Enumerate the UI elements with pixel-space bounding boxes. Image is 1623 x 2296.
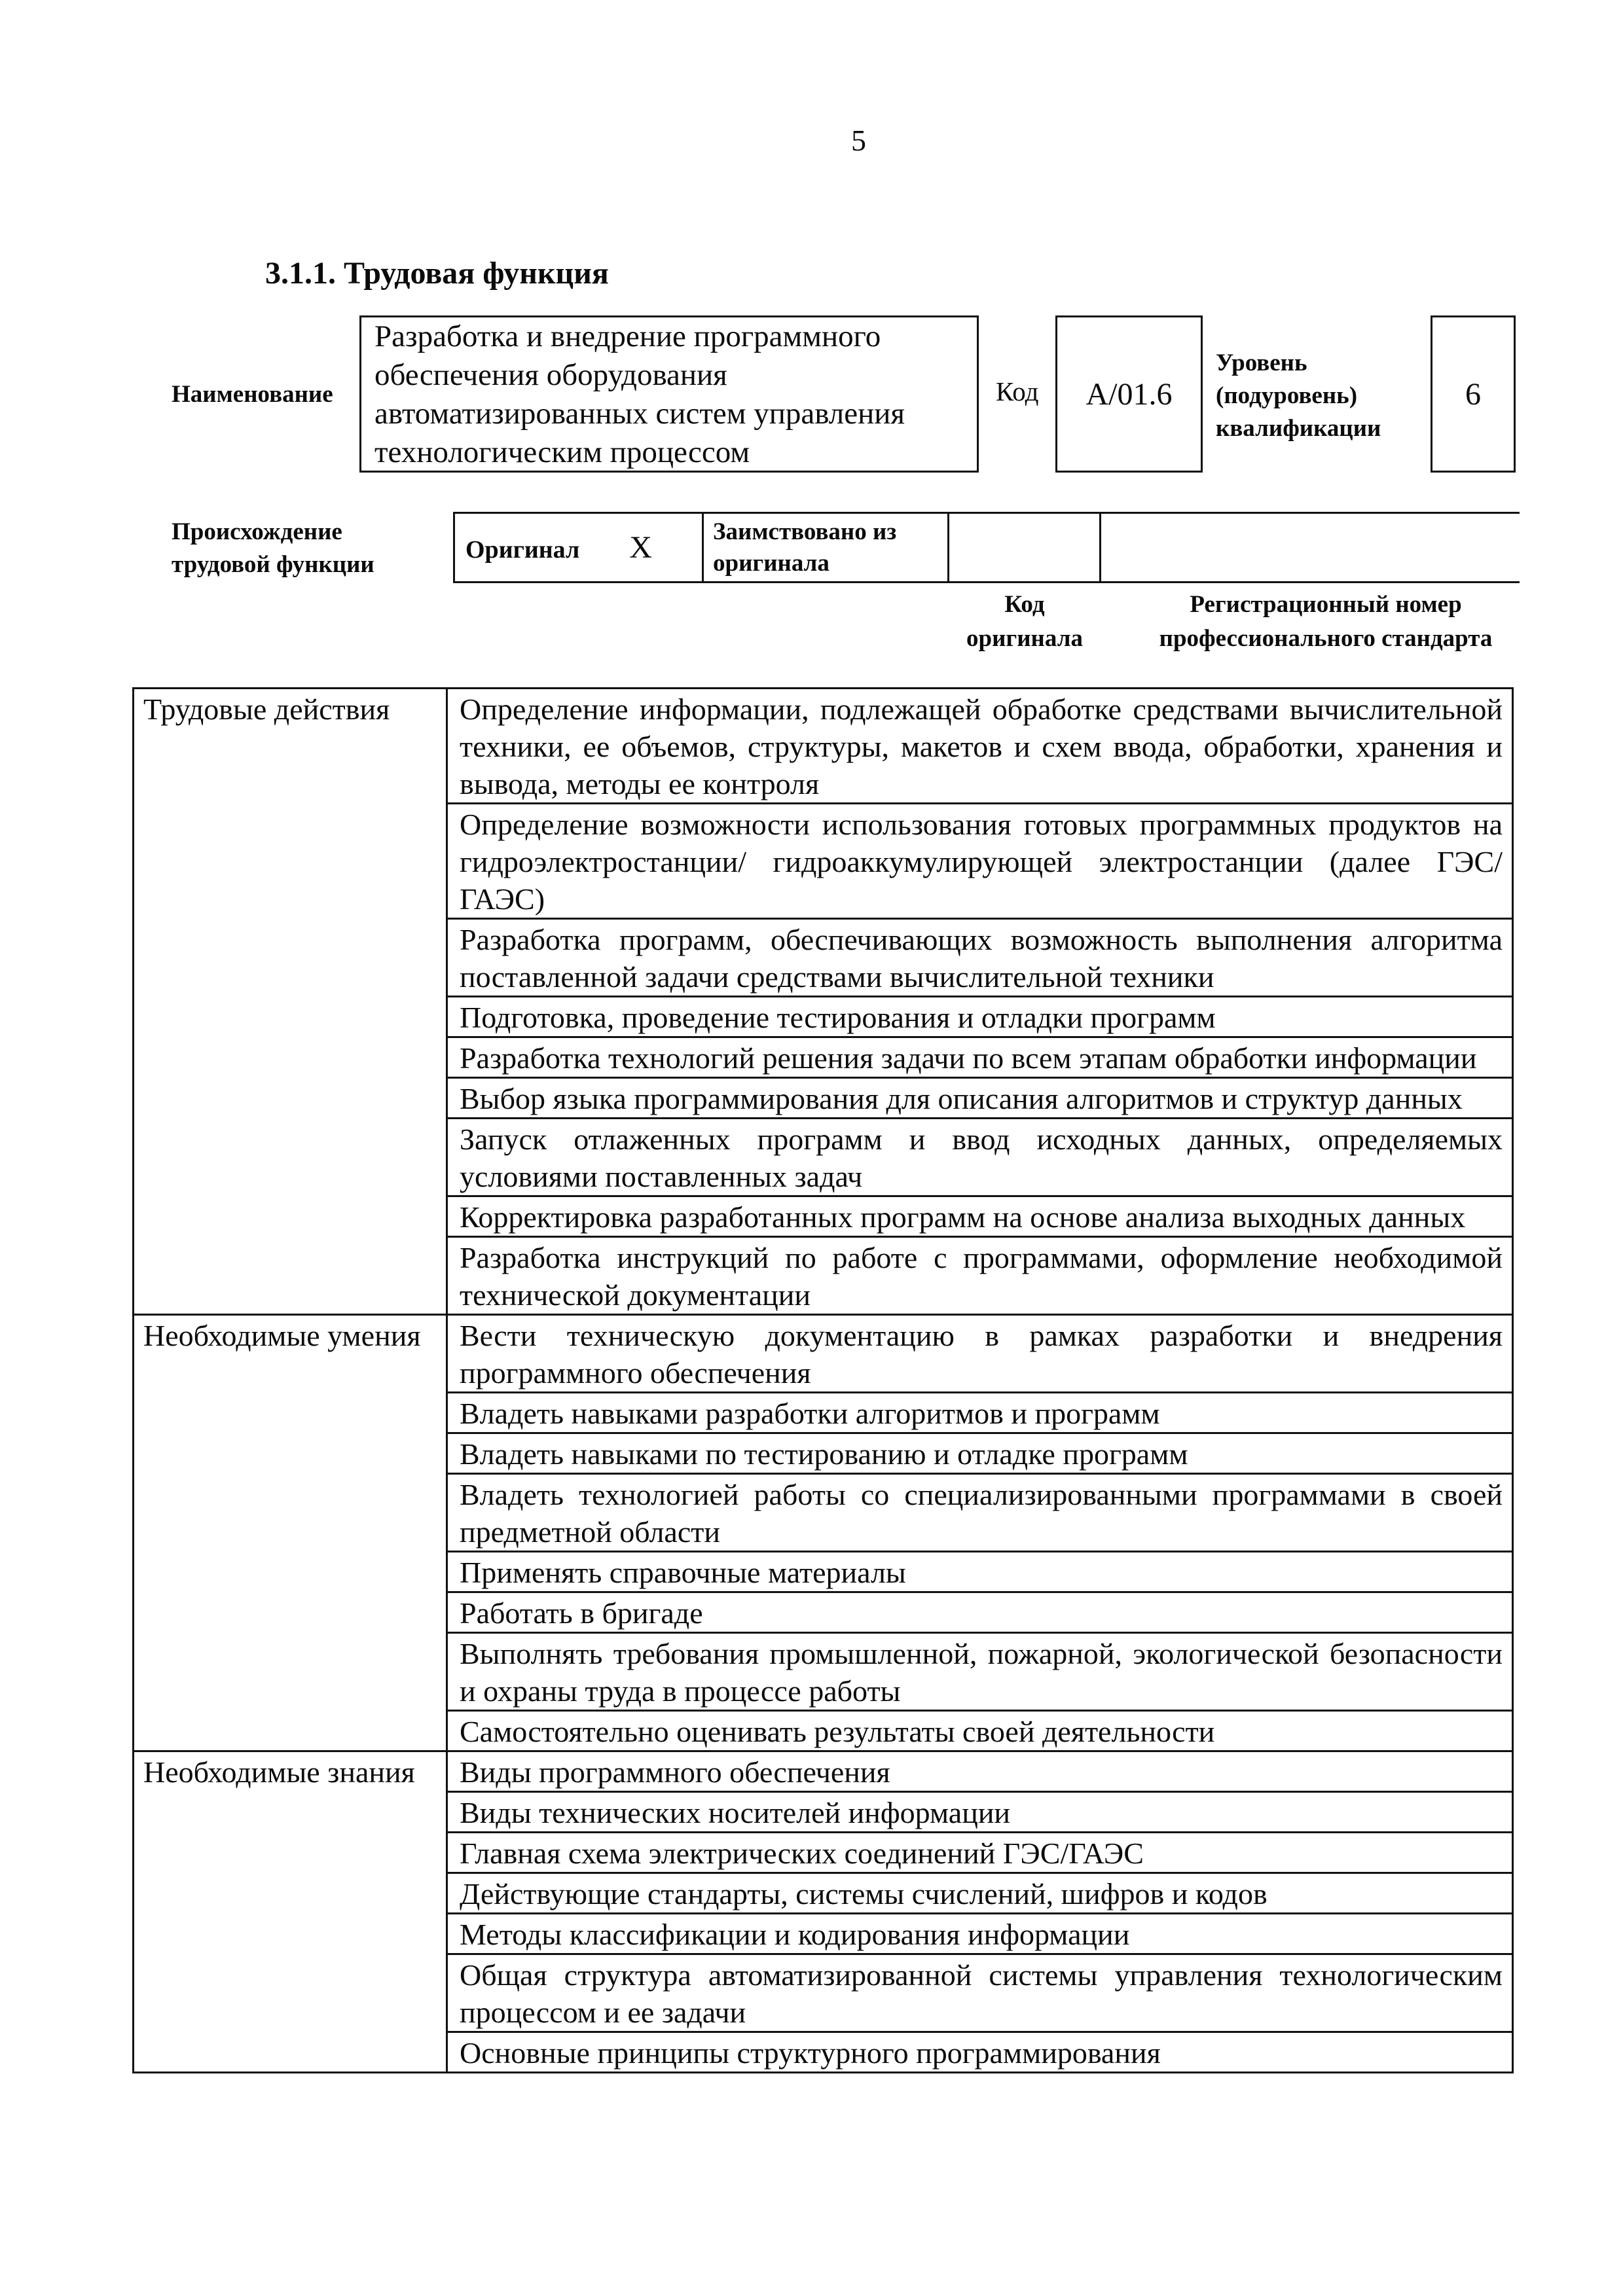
item-cell: Разработка технологий решения задачи по всем этапам обработки информации bbox=[447, 1037, 1513, 1078]
original-code-caption bbox=[943, 588, 1106, 656]
item-cell: Главная схема электрических соединений ГЭС/ГАЭС bbox=[447, 1833, 1513, 1873]
item-cell: Самостоятельно оценивать результаты своей деятельности bbox=[447, 1711, 1513, 1751]
registration-caption-line-2: профессионального стандарта bbox=[1159, 625, 1493, 652]
borrowed-label-line-2: оригинала bbox=[713, 549, 830, 577]
labor-function-table bbox=[132, 687, 1514, 2073]
item-cell: Работать в бригаде bbox=[447, 1592, 1513, 1633]
level-label-line-3: квалификации bbox=[1216, 415, 1381, 442]
level-label-line-1: Уровень bbox=[1216, 350, 1307, 376]
registration-number-caption bbox=[1133, 588, 1519, 656]
original-label: Оригинал bbox=[465, 536, 580, 564]
item-cell: Определение информации, подлежащей обработке средствами вычислительной техники, ее объемов, структуры, макетов и схем ввода, обработки, хранения и вывода, методы ее контроля bbox=[447, 689, 1513, 804]
labor-function-table-body bbox=[134, 689, 1513, 2073]
original-code-caption-line-1: Код bbox=[1004, 591, 1045, 618]
origin-label-line-1: Происхождение bbox=[172, 518, 342, 545]
item-cell: Запуск отлаженных программ и ввод исходных данных, определяемых условиями поставленных задач bbox=[447, 1119, 1513, 1196]
item-cell: Владеть навыками разработки алгоритмов и программ bbox=[447, 1393, 1513, 1433]
item-cell: Применять справочные материалы bbox=[447, 1552, 1513, 1592]
original-mark: X bbox=[629, 530, 652, 565]
item-cell: Выполнять требования промышленной, пожарной, экологической безопасности и охраны труда в процессе работы bbox=[447, 1633, 1513, 1711]
borrowed-label-line-1: Заимствовано из bbox=[713, 518, 897, 545]
origin-table bbox=[453, 512, 1520, 583]
registration-caption-line-1: Регистрационный номер bbox=[1190, 591, 1462, 618]
item-cell: Общая структура автоматизированной системы управления технологическим процессом и ее задачи bbox=[447, 1954, 1513, 2032]
code-value-box: A/01.6 bbox=[1055, 315, 1203, 473]
original-code-cell bbox=[949, 513, 1101, 583]
level-value-box: 6 bbox=[1431, 315, 1516, 473]
item-cell: Выбор языка программирования для описания алгоритмов и структур данных bbox=[447, 1078, 1513, 1119]
item-cell: Виды технических носителей информации bbox=[447, 1792, 1513, 1833]
origin-label bbox=[172, 516, 374, 581]
item-cell: Владеть навыками по тестированию и отладке программ bbox=[447, 1433, 1513, 1474]
registration-number-cell bbox=[1101, 513, 1520, 583]
level-label bbox=[1216, 347, 1381, 445]
original-cell bbox=[454, 513, 703, 583]
category-cell: Необходимые знания bbox=[134, 1751, 447, 2073]
item-cell: Методы классификации и кодирования информации bbox=[447, 1914, 1513, 1954]
code-label: Код bbox=[996, 376, 1039, 406]
item-cell: Действующие стандарты, системы счислений, шифров и кодов bbox=[447, 1873, 1513, 1914]
original-code-caption-line-2: оригинала bbox=[966, 625, 1083, 652]
category-cell: Трудовые действия bbox=[134, 689, 447, 1315]
table-row bbox=[134, 1315, 1513, 1393]
item-cell: Виды программного обеспечения bbox=[447, 1751, 1513, 1792]
item-cell: Владеть технологией работы со специализированными программами в своей предметной области bbox=[447, 1474, 1513, 1552]
category-cell: Необходимые умения bbox=[134, 1315, 447, 1751]
section-title: 3.1.1. Трудовая функция bbox=[265, 256, 609, 291]
item-cell: Вести техническую документацию в рамках разработки и внедрения программного обеспечения bbox=[447, 1315, 1513, 1393]
origin-label-line-2: трудовой функции bbox=[172, 551, 374, 578]
borrowed-cell bbox=[703, 513, 949, 583]
item-cell: Подготовка, проведение тестирования и отладки программ bbox=[447, 997, 1513, 1037]
level-label-line-2: (подуровень) bbox=[1216, 382, 1358, 409]
page-number: 5 bbox=[851, 124, 866, 157]
table-row bbox=[134, 689, 1513, 804]
item-cell: Разработка программ, обеспечивающих возможность выполнения алгоритма поставленной задачи средствами вычислительной техники bbox=[447, 919, 1513, 997]
function-name-box: Разработка и внедрение программного обеспечения оборудования автоматизированных систем управления технологическим процессом bbox=[359, 315, 979, 473]
item-cell: Определение возможности использования готовых программных продуктов на гидроэлектростанции/ гидроаккумулирующей электростанции (далее ГЭС/ГАЭС) bbox=[447, 804, 1513, 919]
item-cell: Корректировка разработанных программ на основе анализа выходных данных bbox=[447, 1196, 1513, 1237]
name-label: Наименование bbox=[172, 381, 333, 408]
item-cell: Разработка инструкций по работе с программами, оформление необходимой технической документации bbox=[447, 1237, 1513, 1315]
item-cell: Основные принципы структурного программирования bbox=[447, 2032, 1513, 2073]
table-row bbox=[134, 1751, 1513, 1792]
